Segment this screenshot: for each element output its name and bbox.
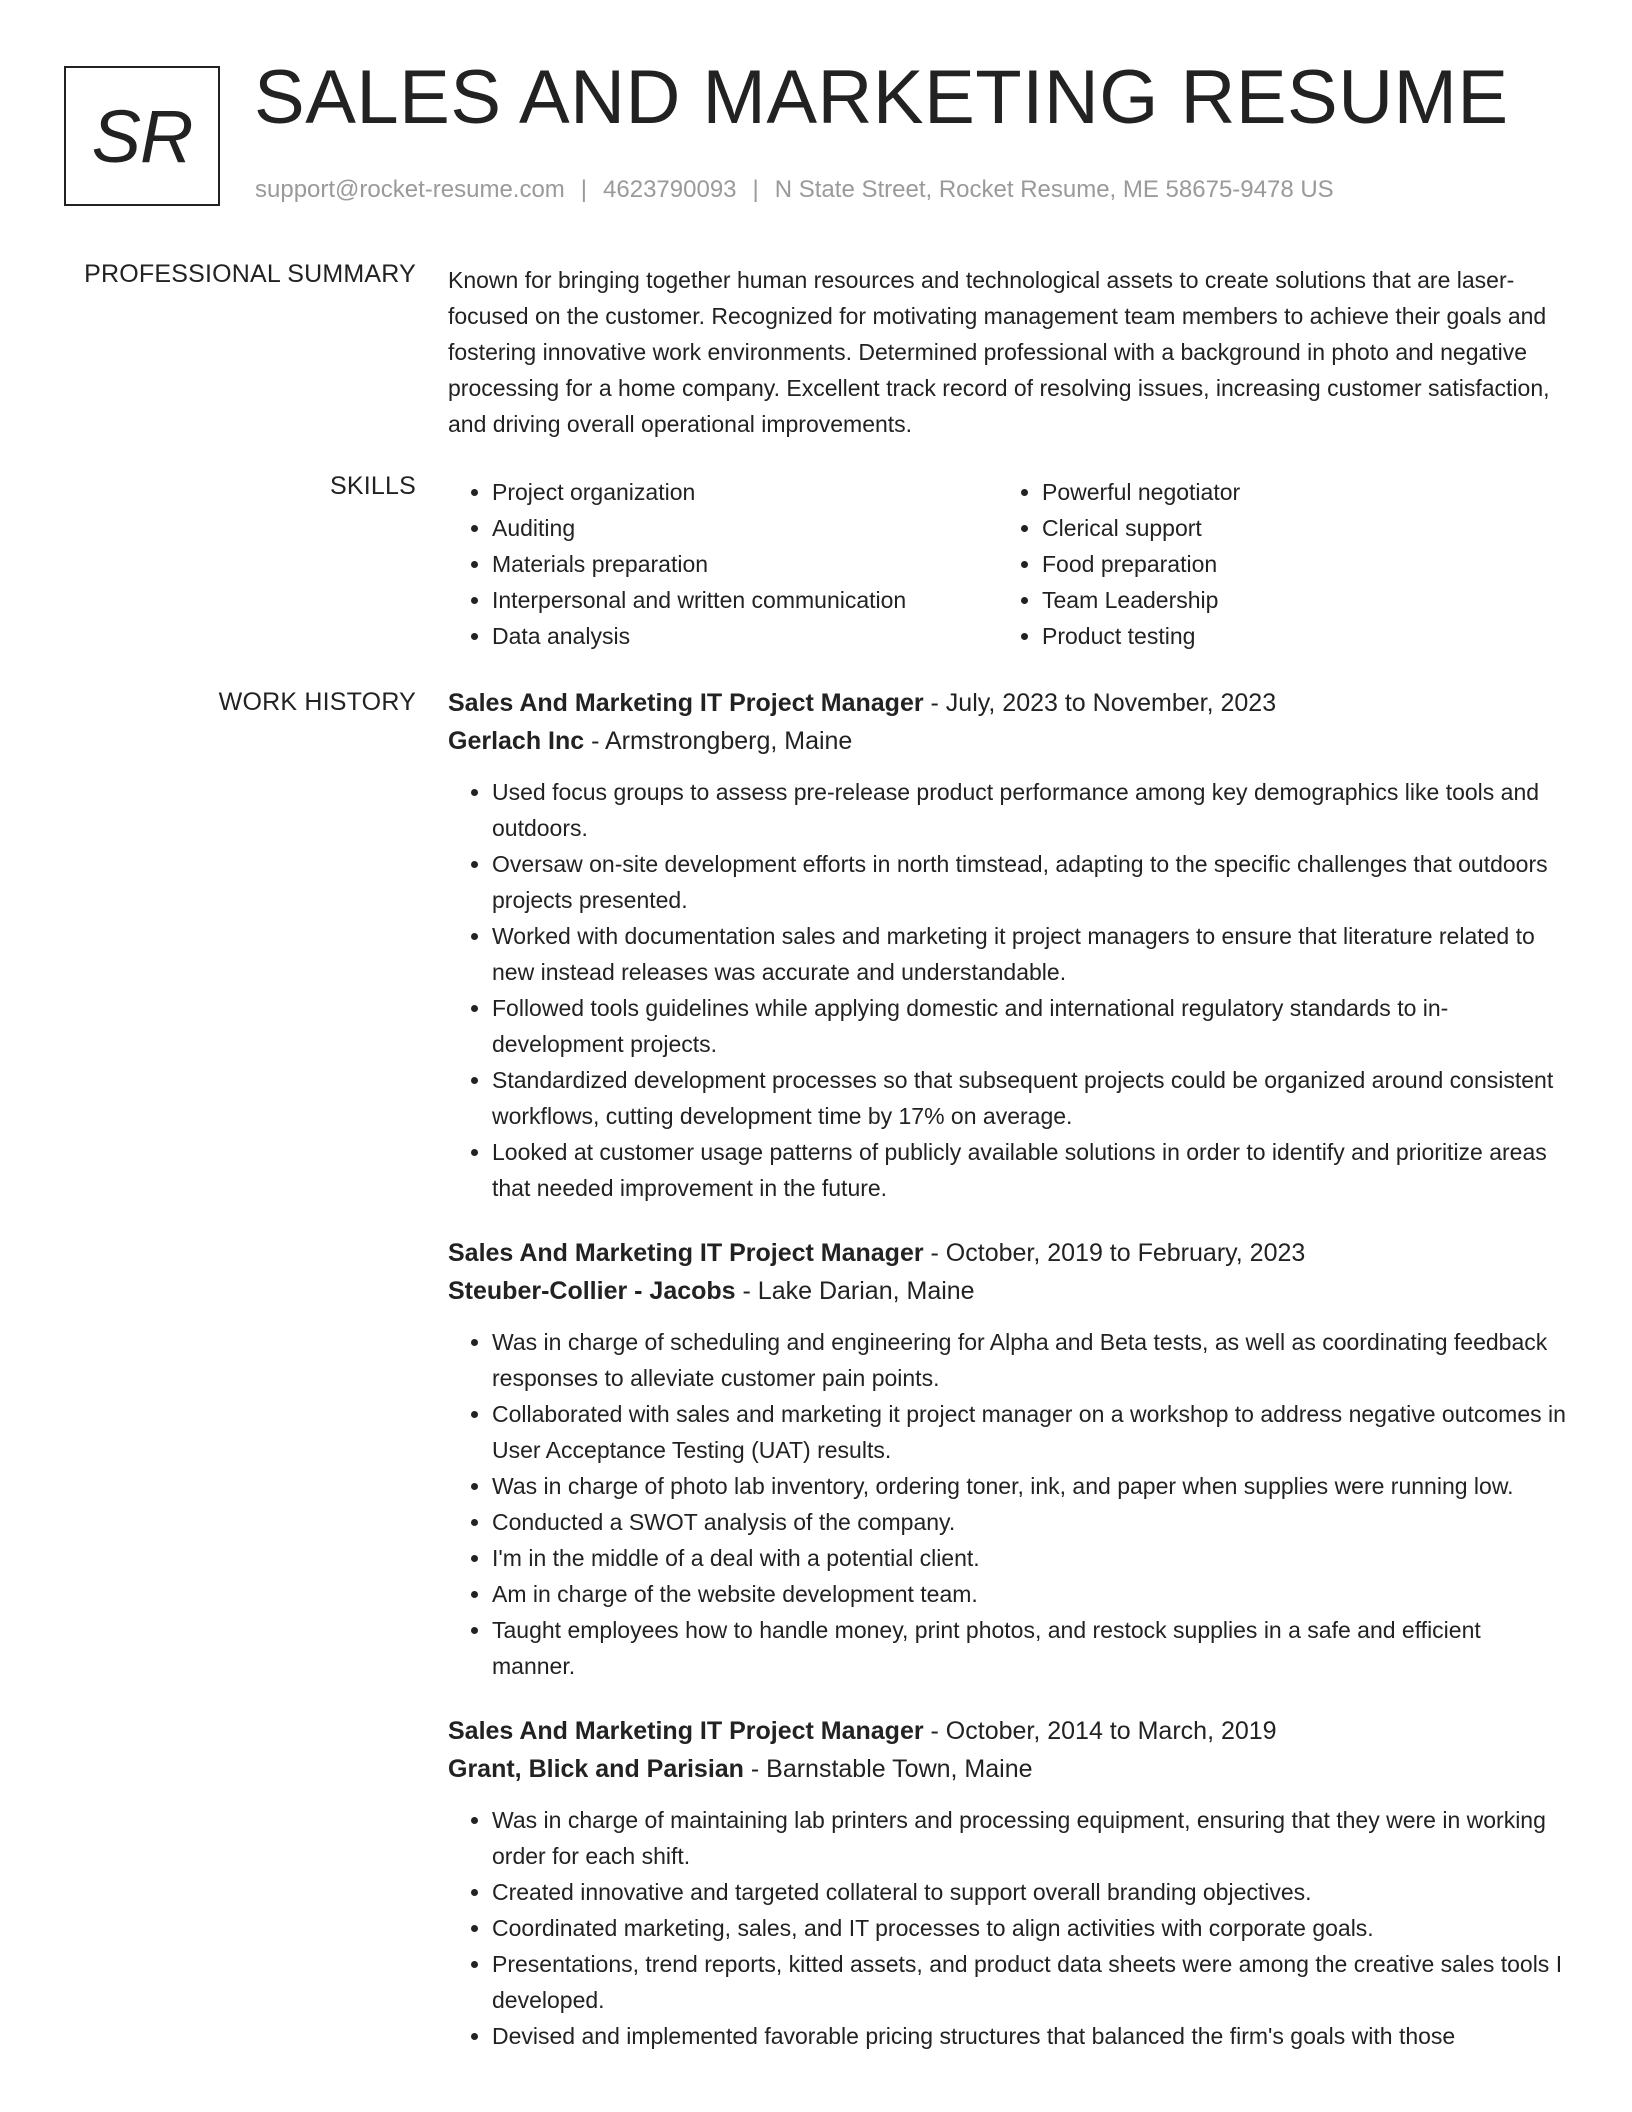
- skill-item: • Clerical support: [1042, 510, 1542, 546]
- skill-item: • Food preparation: [1042, 546, 1542, 582]
- job-location: - Barnstable Town, Maine: [743, 1755, 1033, 1783]
- job-company: Gerlach Inc: [448, 727, 585, 755]
- summary-body: [448, 262, 1566, 442]
- skill-item: • Data analysis: [492, 618, 998, 654]
- job-company-line: [448, 1272, 1566, 1310]
- job-dates: - October, 2014 to March, 2019: [923, 1717, 1277, 1745]
- skills-columns: [448, 474, 1566, 654]
- job-entry: [448, 1234, 1566, 1684]
- job-company-line: [448, 1750, 1566, 1788]
- job-location: - Armstrongberg, Maine: [584, 727, 853, 755]
- skill-item: • Materials preparation: [492, 546, 998, 582]
- summary-text: Known for bringing together human resources and technological assets to create solutions that are laser-focused on the customer. Recognized for motivating management team members to achieve their goals and fostering innovative work environments. Determined professional with a background in photo and negative processing for a home company. Excellent track record of resolving issues, increasing customer satisfaction, and driving overall operational improvements.: [448, 267, 1550, 437]
- job-bullets: [448, 1802, 1566, 2054]
- contact-phone: 4623790093: [603, 176, 737, 203]
- job-dates: - October, 2019 to February, 2023: [923, 1239, 1306, 1267]
- job-bullet: • Used focus groups to assess pre-release product performance among key demographics like tools and outdoors.: [492, 774, 1566, 846]
- job-bullet: • Presentations, trend reports, kitted assets, and product data sheets were among the creative sales tools I developed.: [492, 1946, 1566, 2018]
- job-company-line: [448, 722, 1566, 760]
- skill-item: • Powerful negotiator: [1042, 474, 1542, 510]
- job-title-line: [448, 1234, 1566, 1272]
- skill-item: • Team Leadership: [1042, 582, 1542, 618]
- skill-item: • Auditing: [492, 510, 998, 546]
- job-company: Grant, Blick and Parisian: [448, 1755, 744, 1783]
- contact-line: [255, 176, 1334, 204]
- job-bullet: • Devised and implemented favorable pricing structures that balanced the firm's goals with those: [492, 2018, 1566, 2054]
- job-bullet: • Conducted a SWOT analysis of the company.: [492, 1504, 1566, 1540]
- job-entry: [448, 1712, 1566, 2054]
- job-company: Steuber-Collier - Jacobs: [448, 1277, 736, 1305]
- work-body: [448, 684, 1566, 2082]
- job-bullet: • Looked at customer usage patterns of publicly available solutions in order to identify and prioritize areas that needed improvement in the future.: [492, 1134, 1566, 1206]
- job-title: Sales And Marketing IT Project Manager: [448, 1717, 924, 1745]
- job-bullet: • Oversaw on-site development efforts in north timstead, adapting to the specific challenges that outdoors projects presented.: [492, 846, 1566, 918]
- work-heading: WORK HISTORY: [218, 688, 416, 716]
- contact-separator: |: [752, 176, 759, 203]
- monogram-badge: SR: [64, 66, 220, 206]
- job-bullet: • Followed tools guidelines while applying domestic and international regulatory standards to in-development projects.: [492, 990, 1566, 1062]
- skills-body: [448, 474, 1566, 654]
- job-bullets: [448, 774, 1566, 1206]
- job-bullet: • Collaborated with sales and marketing it project manager on a workshop to address negative outcomes in User Acceptance Testing (UAT) results.: [492, 1396, 1566, 1468]
- resume-title: SALES AND MARKETING RESUME: [254, 55, 1509, 140]
- skills-list-right: [998, 474, 1542, 654]
- job-bullet: • Taught employees how to handle money, print photos, and restock supplies in a safe and efficient manner.: [492, 1612, 1566, 1684]
- job-bullet: • Was in charge of scheduling and engineering for Alpha and Beta tests, as well as coordinating feedback responses to alleviate customer pain points.: [492, 1324, 1566, 1396]
- job-bullet: • Was in charge of maintaining lab printers and processing equipment, ensuring that they were in working order for each shift.: [492, 1802, 1566, 1874]
- job-bullet: • I'm in the middle of a deal with a potential client.: [492, 1540, 1566, 1576]
- job-bullet: • Was in charge of photo lab inventory, ordering toner, ink, and paper when supplies were running low.: [492, 1468, 1566, 1504]
- contact-address: N State Street, Rocket Resume, ME 58675-9478 US: [774, 176, 1334, 203]
- job-bullet: • Am in charge of the website development team.: [492, 1576, 1566, 1612]
- job-bullets: [448, 1324, 1566, 1684]
- job-title: Sales And Marketing IT Project Manager: [448, 1239, 924, 1267]
- job-bullet: • Coordinated marketing, sales, and IT processes to align activities with corporate goals.: [492, 1910, 1566, 1946]
- contact-email: support@rocket-resume.com: [255, 176, 565, 203]
- skill-item: • Product testing: [1042, 618, 1542, 654]
- job-location: - Lake Darian, Maine: [735, 1277, 975, 1305]
- contact-separator: |: [580, 176, 588, 203]
- summary-heading: PROFESSIONAL SUMMARY: [84, 260, 416, 288]
- skill-item: • Project organization: [492, 474, 998, 510]
- job-title-line: [448, 684, 1566, 722]
- skills-heading: SKILLS: [330, 472, 416, 500]
- job-title-line: [448, 1712, 1566, 1750]
- skills-list-left: [448, 474, 998, 654]
- job-bullet: • Created innovative and targeted collateral to support overall branding objectives.: [492, 1874, 1566, 1910]
- skill-item: • Interpersonal and written communication: [492, 582, 998, 618]
- job-bullet: • Worked with documentation sales and marketing it project managers to ensure that literature related to new instead releases was accurate and understandable.: [492, 918, 1566, 990]
- job-dates: - July, 2023 to November, 2023: [923, 689, 1277, 717]
- job-bullet: • Standardized development processes so that subsequent projects could be organized around consistent workflows, cutting development time by 17% on average.: [492, 1062, 1566, 1134]
- job-title: Sales And Marketing IT Project Manager: [448, 689, 924, 717]
- job-entry: [448, 684, 1566, 1206]
